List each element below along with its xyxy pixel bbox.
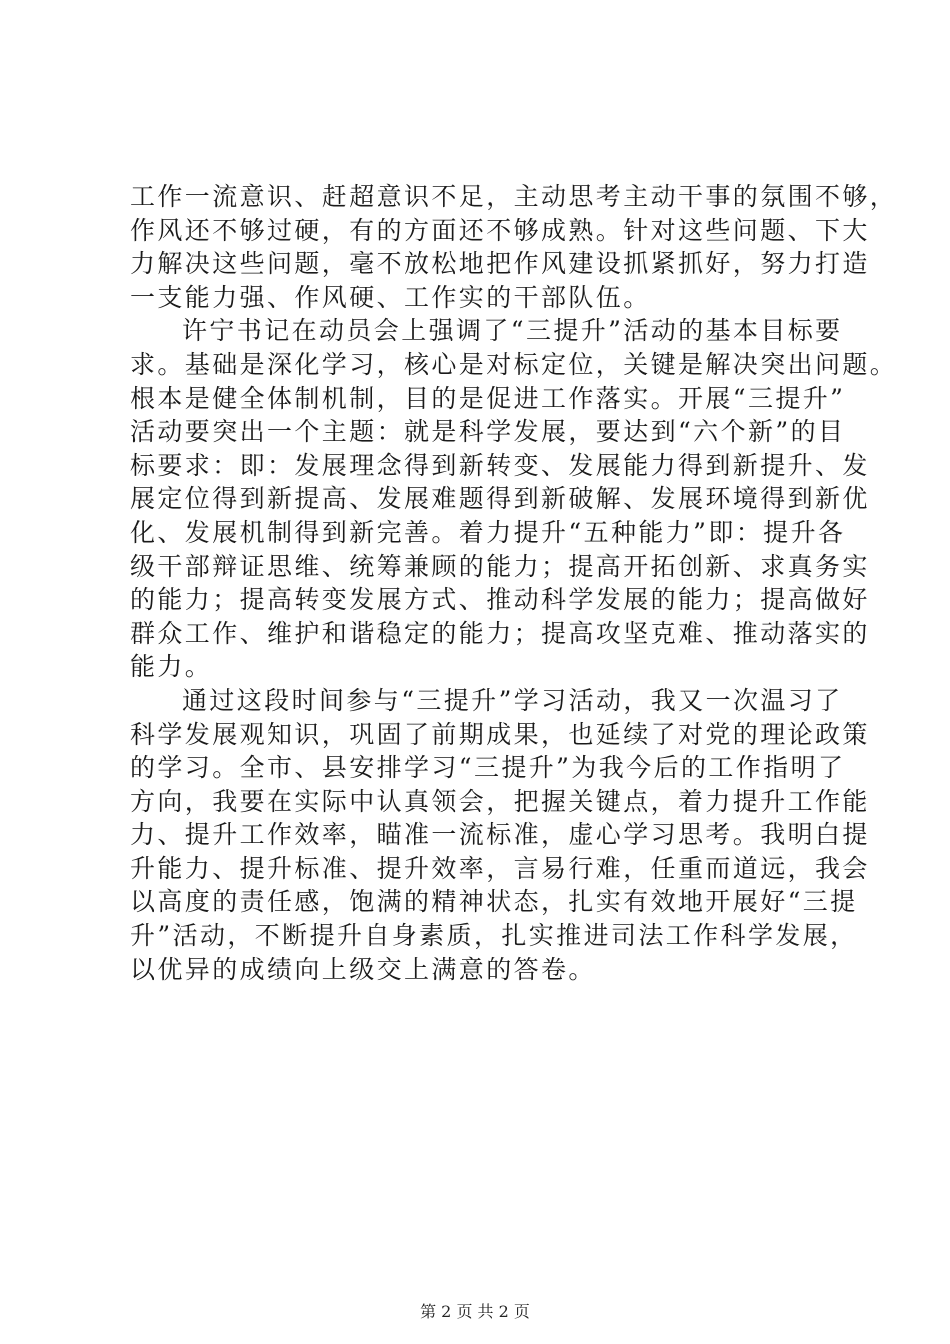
paragraph-2 xyxy=(130,314,898,684)
paragraph-line: 能力。 xyxy=(130,652,213,682)
paragraph-line: 作风还不够过硬，有的方面还不够成熟。针对这些问题、下大 xyxy=(130,215,870,245)
paragraph-1 xyxy=(130,180,898,314)
paragraph-line: 升”活动，不断提升自身素质，扎实推进司法工作科学发展， xyxy=(130,921,858,951)
paragraph-line: 标要求：即：发展理念得到新转变、发展能力得到新提升、发 xyxy=(130,450,870,480)
paragraph-line: 群众工作、维护和谐稳定的能力；提高攻坚克难、推动落实的 xyxy=(130,618,870,648)
paragraph-line: 一支能力强、作风硬、工作实的干部队伍。 xyxy=(130,282,651,312)
page-number-footer: 第 2 页 共 2 页 xyxy=(420,1302,530,1321)
paragraph-line: 化、发展机制得到新完善。着力提升“五种能力”即：提升各 xyxy=(130,517,846,547)
paragraph-line: 的学习。全市、县安排学习“三提升”为我今后的工作指明了 xyxy=(130,753,846,783)
paragraph-line: 力解决这些问题，毫不放松地把作风建设抓紧抓好，努力打造 xyxy=(130,249,870,279)
paragraph-line: 通过这段时间参与“三提升”学习活动，我又一次温习了 xyxy=(182,685,843,715)
paragraph-line: 根本是健全体制机制，目的是促进工作落实。开展“三提升” xyxy=(130,383,846,413)
paragraph-line: 求。基础是深化学习，核心是对标定位，关键是解决突出问题。 xyxy=(130,349,898,379)
paragraph-line: 工作一流意识、赶超意识不足，主动思考主动干事的氛围不够， xyxy=(130,182,898,211)
paragraph-3 xyxy=(130,684,870,986)
paragraph-line: 级干部辩证思维、统筹兼顾的能力；提高开拓创新、求真务实 xyxy=(130,551,870,581)
paragraph-line: 以优异的成绩向上级交上满意的答卷。 xyxy=(130,954,596,984)
paragraph-line: 以高度的责任感，饱满的精神状态，扎实有效地开展好“三提 xyxy=(130,887,858,917)
paragraph-line: 活动要突出一个主题：就是科学发展，要达到“六个新”的目 xyxy=(130,417,846,447)
paragraph-line: 科学发展观知识，巩固了前期成果，也延续了对党的理论政策 xyxy=(130,719,870,749)
paragraph-line: 展定位得到新提高、发展难题得到新破解、发展环境得到新优 xyxy=(130,484,870,514)
paragraph-line: 升能力、提升标准、提升效率，言易行难，任重而道远，我会 xyxy=(130,853,870,883)
paragraph-line: 的能力；提高转变发展方式、推动科学发展的能力；提高做好 xyxy=(130,585,870,615)
paragraph-line: 许宁书记在动员会上强调了“三提升”活动的基本目标要 xyxy=(182,316,843,346)
paragraph-line: 力、提升工作效率，瞄准一流标准，虚心学习思考。我明白提 xyxy=(130,820,870,850)
paragraph-line: 方向，我要在实际中认真领会，把握关键点，着力提升工作能 xyxy=(130,786,870,816)
document-body xyxy=(130,180,898,986)
